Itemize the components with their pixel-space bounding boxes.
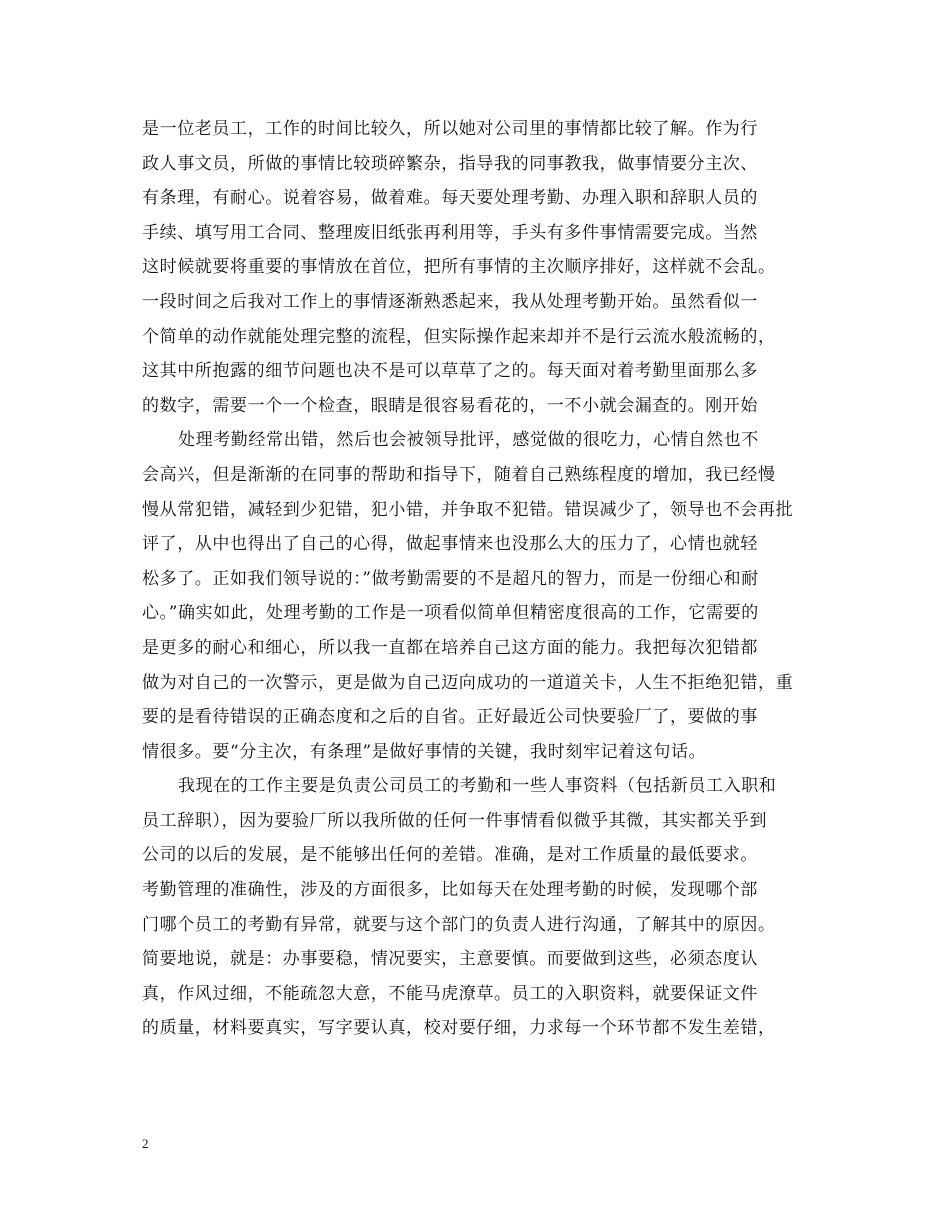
text-line: 是更多的耐心和细心，所以我一直都在培养自己这方面的能力。我把每次犯错都 bbox=[142, 637, 758, 658]
text-line: 简要地说，就是：办事要稳，情况要实，主意要慎。而要做到这些，必须态度认 bbox=[142, 949, 758, 970]
body-text bbox=[142, 112, 832, 1046]
text-line: 一段时间之后我对工作上的事情逐渐熟悉起来，我从处理考勤开始。虽然看似一 bbox=[142, 291, 758, 312]
text-line: 政人事文员，所做的事情比较琐碎繁杂，指导我的同事教我，做事情要分主次、 bbox=[142, 153, 758, 174]
text-line: 情很多。要“分主次，有条理”是做好事情的关键，我时刻牢记着这句话。 bbox=[142, 741, 707, 762]
text-line: 这时候就要将重要的事情放在首位，把所有事情的主次顺序排好，这样就不会乱。 bbox=[142, 257, 776, 278]
text-line: 会高兴，但是渐渐的在同事的帮助和指导下，随着自己熟练程度的增加，我已经慢 bbox=[142, 464, 776, 485]
text-line: 的数字，需要一个一个检查，眼睛是很容易看花的，一不小就会漏查的。刚开始 bbox=[142, 395, 758, 416]
text-line: 公司的以后的发展，是不能够出任何的差错。准确，是对工作质量的最低要求。 bbox=[142, 845, 758, 866]
text-line: 门哪个员工的考勤有异常，就要与这个部门的负责人进行沟通，了解其中的原因。 bbox=[142, 914, 776, 935]
text-line: 处理考勤经常出错，然后也会被领导批评，感觉做的很吃力，心情自然也不 bbox=[178, 430, 759, 451]
text-line: 我现在的工作主要是负责公司员工的考勤和一些人事资料（包括新员工入职和 bbox=[178, 776, 777, 797]
text-line: 员工辞职），因为要验厂所以我所做的任何一件事情看似微乎其微，其实都关乎到 bbox=[142, 810, 768, 831]
text-line: 慢从常犯错，减轻到少犯错，犯小错，并争取不犯错。错误减少了，领导也不会再批 bbox=[142, 499, 794, 520]
text-line: 考勤管理的准确性，涉及的方面很多，比如每天在处理考勤的时候，发现哪个部 bbox=[142, 880, 758, 901]
text-line: 做为对自己的一次警示，更是做为自己迈向成功的一道道关卡，人生不拒绝犯错，重 bbox=[142, 672, 794, 693]
text-line: 个简单的动作就能处理完整的流程，但实际操作起来却并不是行云流水般流畅的， bbox=[142, 326, 776, 347]
page-number: 2 bbox=[142, 1136, 149, 1151]
text-line: 要的是看待错误的正确态度和之后的自省。正好最近公司快要验厂了，要做的事 bbox=[142, 707, 758, 728]
text-line: 真，作风过细，不能疏忽大意，不能马虎潦草。员工的入职资料，就要保证文件 bbox=[142, 983, 758, 1004]
text-line: 是一位老员工，工作的时间比较久，所以她对公司里的事情都比较了解。作为行 bbox=[142, 119, 758, 139]
text-line: 松多了。正如我们领导说的：”做考勤需要的不是超凡的智力，而是一份细心和耐 bbox=[142, 568, 759, 589]
text-line: 心。”确实如此，处理考勤的工作是一项看似简单但精密度很高的工作，它需要的 bbox=[142, 603, 759, 624]
text-line: 评了，从中也得出了自己的心得，做起事情来也没那么大的压力了，心情也就轻 bbox=[142, 534, 758, 555]
text-line: 手续、填写用工合同、整理废旧纸张再利用等，手头有多件事情需要完成。当然 bbox=[142, 222, 758, 243]
text-line: 这其中所抱露的细节问题也决不是可以草草了之的。每天面对着考勤里面那么多 bbox=[142, 361, 758, 382]
text-line: 有条理，有耐心。说着容易，做着难。每天要处理考勤、办理入职和辞职人员的 bbox=[142, 188, 758, 209]
text-line: 的质量，材料要真实，写字要认真，校对要仔细，力求每一个环节都不发生差错， bbox=[142, 1018, 776, 1039]
